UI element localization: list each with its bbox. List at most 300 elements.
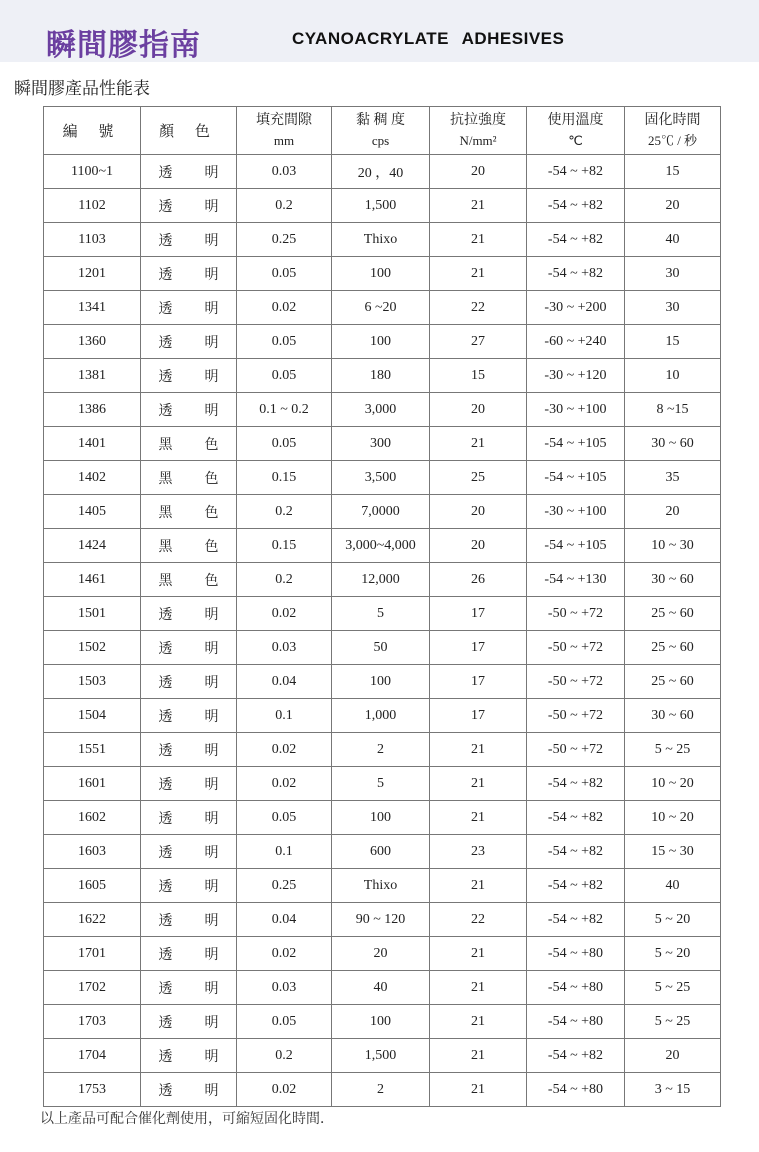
- cell-tensile: 26: [430, 563, 527, 597]
- color-char-1: 黑: [158, 538, 173, 555]
- cell-color: [141, 393, 237, 427]
- cell-color: [141, 1039, 237, 1073]
- cell-cure-time: 10: [625, 359, 721, 393]
- table-row: [44, 1073, 721, 1107]
- color-char-1: 透: [158, 674, 173, 691]
- cell-color: [141, 189, 237, 223]
- cell-product-id: 1102: [44, 189, 141, 223]
- cell-tensile: 17: [430, 699, 527, 733]
- cell-color: [141, 155, 237, 189]
- cell-color: [141, 631, 237, 665]
- cell-gap: 0.02: [237, 1073, 332, 1107]
- cell-gap: 0.03: [237, 631, 332, 665]
- cell-temperature: -54 ~ +82: [527, 869, 625, 903]
- cell-product-id: 1503: [44, 665, 141, 699]
- color-char-2: 明: [204, 844, 219, 861]
- cell-product-id: 1501: [44, 597, 141, 631]
- cell-viscosity: 1,500: [332, 1039, 430, 1073]
- cell-temperature: -50 ~ +72: [527, 631, 625, 665]
- table-row: [44, 631, 721, 665]
- cell-product-id: 1602: [44, 801, 141, 835]
- cell-tensile: 21: [430, 427, 527, 461]
- table-row: [44, 835, 721, 869]
- color-char-1: 透: [158, 912, 173, 929]
- cell-product-id: 1103: [44, 223, 141, 257]
- color-char-2: 明: [204, 402, 219, 419]
- cell-cure-time: 40: [625, 223, 721, 257]
- cell-temperature: -50 ~ +72: [527, 699, 625, 733]
- cell-temperature: -54 ~ +82: [527, 155, 625, 189]
- column-header-gap-title: 填充間隙: [256, 112, 312, 128]
- cell-gap: 0.02: [237, 291, 332, 325]
- cell-tensile: 21: [430, 971, 527, 1005]
- cell-color: [141, 1005, 237, 1039]
- cell-temperature: -54 ~ +80: [527, 937, 625, 971]
- table-row: [44, 325, 721, 359]
- cell-product-id: 1402: [44, 461, 141, 495]
- cell-gap: 0.05: [237, 359, 332, 393]
- cell-product-id: 1401: [44, 427, 141, 461]
- cell-cure-time: 25 ~ 60: [625, 665, 721, 699]
- cell-product-id: 1201: [44, 257, 141, 291]
- cell-tensile: 21: [430, 937, 527, 971]
- column-header-color: 顏 色: [141, 107, 237, 155]
- cell-viscosity: 90 ~ 120: [332, 903, 430, 937]
- color-char-1: 透: [158, 708, 173, 725]
- cell-tensile: 23: [430, 835, 527, 869]
- cell-viscosity: 3,000: [332, 393, 430, 427]
- color-char-2: 明: [204, 164, 219, 181]
- cell-temperature: -54 ~ +82: [527, 801, 625, 835]
- cell-color: [141, 257, 237, 291]
- color-char-2: 明: [204, 878, 219, 895]
- cell-temperature: -54 ~ +105: [527, 461, 625, 495]
- table-row: [44, 1005, 721, 1039]
- cell-tensile: 20: [430, 495, 527, 529]
- table-row: [44, 291, 721, 325]
- cell-cure-time: 30 ~ 60: [625, 563, 721, 597]
- cell-color: [141, 869, 237, 903]
- cell-cure-time: 5 ~ 20: [625, 903, 721, 937]
- cell-color: [141, 903, 237, 937]
- cell-temperature: -54 ~ +80: [527, 1073, 625, 1107]
- cell-gap: 0.05: [237, 1005, 332, 1039]
- cell-cure-time: 20: [625, 495, 721, 529]
- color-char-2: 明: [204, 1048, 219, 1065]
- cell-tensile: 21: [430, 733, 527, 767]
- color-char-1: 透: [158, 1082, 173, 1099]
- cell-cure-time: 20: [625, 1039, 721, 1073]
- cell-viscosity: 20 ，40: [332, 155, 430, 189]
- cell-gap: 0.05: [237, 801, 332, 835]
- cell-temperature: -30 ~ +100: [527, 495, 625, 529]
- cell-temperature: -50 ~ +72: [527, 665, 625, 699]
- cell-viscosity: 100: [332, 325, 430, 359]
- cell-product-id: 1701: [44, 937, 141, 971]
- cell-tensile: 21: [430, 801, 527, 835]
- column-header-cure: [625, 107, 721, 155]
- cell-viscosity: 3,500: [332, 461, 430, 495]
- cell-product-id: 1605: [44, 869, 141, 903]
- table-row: [44, 427, 721, 461]
- color-char-2: 色: [204, 470, 219, 487]
- cell-temperature: -54 ~ +82: [527, 903, 625, 937]
- spec-table: [43, 106, 721, 1107]
- cell-gap: 0.15: [237, 461, 332, 495]
- cell-temperature: -50 ~ +72: [527, 733, 625, 767]
- color-char-1: 透: [158, 334, 173, 351]
- cell-product-id: 1100~1: [44, 155, 141, 189]
- table-row: [44, 801, 721, 835]
- color-char-2: 明: [204, 810, 219, 827]
- cell-product-id: 1461: [44, 563, 141, 597]
- cell-gap: 0.15: [237, 529, 332, 563]
- cell-temperature: -54 ~ +105: [527, 427, 625, 461]
- cell-tensile: 15: [430, 359, 527, 393]
- cell-product-id: 1405: [44, 495, 141, 529]
- cell-viscosity: 5: [332, 767, 430, 801]
- cell-color: [141, 971, 237, 1005]
- cell-viscosity: 100: [332, 257, 430, 291]
- color-char-1: 透: [158, 980, 173, 997]
- column-header-temperature-title: 使用溫度: [547, 112, 604, 128]
- cell-cure-time: 25 ~ 60: [625, 631, 721, 665]
- cell-cure-time: 5 ~ 25: [625, 1005, 721, 1039]
- cell-product-id: 1386: [44, 393, 141, 427]
- color-char-1: 透: [158, 878, 173, 895]
- cell-viscosity: 180: [332, 359, 430, 393]
- cell-color: [141, 223, 237, 257]
- color-char-2: 明: [204, 232, 219, 249]
- cell-viscosity: 1,000: [332, 699, 430, 733]
- color-char-2: 色: [204, 572, 219, 589]
- color-char-2: 明: [204, 368, 219, 385]
- cell-gap: 0.04: [237, 665, 332, 699]
- color-char-2: 明: [204, 708, 219, 725]
- cell-temperature: -54 ~ +80: [527, 971, 625, 1005]
- color-char-2: 明: [204, 198, 219, 215]
- color-char-1: 透: [158, 1014, 173, 1031]
- table-row: [44, 971, 721, 1005]
- spec-table-body: [44, 155, 721, 1107]
- table-row: [44, 665, 721, 699]
- cell-gap: 0.02: [237, 767, 332, 801]
- column-header-gap: [237, 107, 332, 155]
- cell-product-id: 1703: [44, 1005, 141, 1039]
- cell-viscosity: 50: [332, 631, 430, 665]
- table-title: 瞬間膠產品性能表: [14, 79, 150, 99]
- cell-gap: 0.05: [237, 427, 332, 461]
- cell-tensile: 22: [430, 903, 527, 937]
- cell-color: [141, 937, 237, 971]
- cell-viscosity: 20: [332, 937, 430, 971]
- color-char-1: 透: [158, 606, 173, 623]
- cell-tensile: 20: [430, 529, 527, 563]
- cell-viscosity: 300: [332, 427, 430, 461]
- cell-gap: 0.03: [237, 155, 332, 189]
- cell-gap: 0.05: [237, 257, 332, 291]
- table-row: [44, 223, 721, 257]
- cell-gap: 0.1: [237, 835, 332, 869]
- cell-viscosity: 100: [332, 1005, 430, 1039]
- cell-viscosity: 100: [332, 801, 430, 835]
- table-row: [44, 461, 721, 495]
- column-header-cure-unit: 25℃ / 秒: [647, 132, 698, 148]
- cell-viscosity: 40: [332, 971, 430, 1005]
- color-char-1: 透: [158, 1048, 173, 1065]
- cell-cure-time: 5 ~ 25: [625, 971, 721, 1005]
- cell-tensile: 17: [430, 665, 527, 699]
- cell-viscosity: 1,500: [332, 189, 430, 223]
- color-char-2: 明: [204, 606, 219, 623]
- color-char-1: 透: [158, 198, 173, 215]
- cell-gap: 0.02: [237, 937, 332, 971]
- cell-tensile: 25: [430, 461, 527, 495]
- cell-product-id: 1753: [44, 1073, 141, 1107]
- cell-color: [141, 597, 237, 631]
- cell-temperature: -30 ~ +100: [527, 393, 625, 427]
- cell-cure-time: 30: [625, 291, 721, 325]
- table-row: [44, 767, 721, 801]
- cell-tensile: 21: [430, 189, 527, 223]
- cell-product-id: 1424: [44, 529, 141, 563]
- table-row: [44, 903, 721, 937]
- color-char-2: 明: [204, 742, 219, 759]
- color-char-1: 黑: [158, 436, 173, 453]
- table-row: [44, 257, 721, 291]
- color-char-2: 明: [204, 946, 219, 963]
- cell-product-id: 1341: [44, 291, 141, 325]
- cell-cure-time: 30 ~ 60: [625, 427, 721, 461]
- column-header-tensile-unit: N/mm²: [459, 132, 497, 148]
- cell-gap: 0.2: [237, 189, 332, 223]
- cell-tensile: 20: [430, 155, 527, 189]
- color-char-2: 明: [204, 300, 219, 317]
- cell-color: [141, 427, 237, 461]
- cell-tensile: 21: [430, 1039, 527, 1073]
- cell-gap: 0.1: [237, 699, 332, 733]
- cell-gap: 0.02: [237, 733, 332, 767]
- cell-cure-time: 15 ~ 30: [625, 835, 721, 869]
- table-row: [44, 699, 721, 733]
- color-char-2: 明: [204, 1014, 219, 1031]
- cell-viscosity: 100: [332, 665, 430, 699]
- cell-color: [141, 733, 237, 767]
- cell-gap: 0.2: [237, 563, 332, 597]
- column-header-temperature-unit: ℃: [568, 132, 583, 148]
- cell-cure-time: 8 ~15: [625, 393, 721, 427]
- color-char-2: 明: [204, 980, 219, 997]
- cell-temperature: -54 ~ +82: [527, 223, 625, 257]
- column-header-temperature: [527, 107, 625, 155]
- color-char-2: 明: [204, 912, 219, 929]
- cell-temperature: -54 ~ +80: [527, 1005, 625, 1039]
- color-char-2: 色: [204, 504, 219, 521]
- cell-temperature: -54 ~ +82: [527, 767, 625, 801]
- table-header-row: [44, 107, 721, 155]
- cell-temperature: -54 ~ +82: [527, 257, 625, 291]
- table-row: [44, 155, 721, 189]
- cell-viscosity: 12,000: [332, 563, 430, 597]
- color-char-2: 明: [204, 776, 219, 793]
- cell-color: [141, 563, 237, 597]
- column-header-gap-unit: mm: [273, 132, 295, 148]
- cell-cure-time: 15: [625, 325, 721, 359]
- table-row: [44, 937, 721, 971]
- cell-temperature: -54 ~ +82: [527, 835, 625, 869]
- color-char-1: 透: [158, 742, 173, 759]
- cell-color: [141, 461, 237, 495]
- column-header-id: 編 號: [44, 107, 141, 155]
- cell-temperature: -30 ~ +120: [527, 359, 625, 393]
- cell-tensile: 21: [430, 869, 527, 903]
- color-char-1: 透: [158, 368, 173, 385]
- color-char-1: 黑: [158, 572, 173, 589]
- cell-temperature: -54 ~ +105: [527, 529, 625, 563]
- color-char-1: 黑: [158, 470, 173, 487]
- color-char-1: 透: [158, 640, 173, 657]
- page-title-en: CYANOACRYLATE ADHESIVES: [292, 29, 565, 48]
- column-header-tensile: [430, 107, 527, 155]
- cell-cure-time: 3 ~ 15: [625, 1073, 721, 1107]
- cell-temperature: -30 ~ +200: [527, 291, 625, 325]
- cell-color: [141, 359, 237, 393]
- column-header-viscosity: [332, 107, 430, 155]
- color-char-2: 明: [204, 266, 219, 283]
- cell-color: [141, 495, 237, 529]
- cell-temperature: -54 ~ +130: [527, 563, 625, 597]
- table-row: [44, 189, 721, 223]
- cell-color: [141, 529, 237, 563]
- color-char-2: 明: [204, 640, 219, 657]
- table-row: [44, 869, 721, 903]
- cell-cure-time: 10 ~ 20: [625, 767, 721, 801]
- cell-cure-time: 15: [625, 155, 721, 189]
- cell-viscosity: 5: [332, 597, 430, 631]
- color-char-1: 透: [158, 232, 173, 249]
- cell-gap: 0.2: [237, 1039, 332, 1073]
- cell-cure-time: 5 ~ 25: [625, 733, 721, 767]
- cell-temperature: -54 ~ +82: [527, 189, 625, 223]
- cell-viscosity: Thixo: [332, 223, 430, 257]
- cell-product-id: 1360: [44, 325, 141, 359]
- cell-product-id: 1504: [44, 699, 141, 733]
- cell-gap: 0.02: [237, 597, 332, 631]
- cell-color: [141, 835, 237, 869]
- color-char-1: 透: [158, 164, 173, 181]
- cell-gap: 0.04: [237, 903, 332, 937]
- cell-color: [141, 1073, 237, 1107]
- table-row: [44, 563, 721, 597]
- cell-tensile: 17: [430, 597, 527, 631]
- footer-note: 以上產品可配合催化劑使用，可縮短固化時間．: [40, 1111, 334, 1127]
- color-char-1: 透: [158, 946, 173, 963]
- color-char-2: 明: [204, 1082, 219, 1099]
- cell-gap: 0.25: [237, 223, 332, 257]
- table-row: [44, 359, 721, 393]
- cell-product-id: 1381: [44, 359, 141, 393]
- cell-tensile: 22: [430, 291, 527, 325]
- cell-gap: 0.03: [237, 971, 332, 1005]
- cell-color: [141, 699, 237, 733]
- cell-product-id: 1502: [44, 631, 141, 665]
- color-char-1: 黑: [158, 504, 173, 521]
- column-header-viscosity-title: 黏 稠 度: [356, 112, 405, 128]
- cell-product-id: 1603: [44, 835, 141, 869]
- cell-tensile: 17: [430, 631, 527, 665]
- cell-temperature: -54 ~ +82: [527, 1039, 625, 1073]
- table-row: [44, 393, 721, 427]
- page-title-cn: 瞬間膠指南: [46, 28, 201, 63]
- cell-color: [141, 291, 237, 325]
- color-char-1: 透: [158, 266, 173, 283]
- cell-cure-time: 20: [625, 189, 721, 223]
- cell-tensile: 21: [430, 223, 527, 257]
- cell-tensile: 20: [430, 393, 527, 427]
- column-header-cure-title: 固化時間: [644, 112, 701, 128]
- cell-tensile: 21: [430, 257, 527, 291]
- cell-viscosity: 7,0000: [332, 495, 430, 529]
- cell-color: [141, 665, 237, 699]
- cell-cure-time: 35: [625, 461, 721, 495]
- cell-gap: 0.05: [237, 325, 332, 359]
- table-row: [44, 529, 721, 563]
- color-char-1: 透: [158, 844, 173, 861]
- cell-viscosity: 600: [332, 835, 430, 869]
- cell-cure-time: 5 ~ 20: [625, 937, 721, 971]
- cell-viscosity: 2: [332, 1073, 430, 1107]
- color-char-2: 明: [204, 674, 219, 691]
- column-header-viscosity-unit: cps: [371, 132, 390, 148]
- color-char-2: 明: [204, 334, 219, 351]
- cell-product-id: 1704: [44, 1039, 141, 1073]
- color-char-1: 透: [158, 300, 173, 317]
- table-row: [44, 733, 721, 767]
- color-char-2: 色: [204, 538, 219, 555]
- cell-color: [141, 767, 237, 801]
- cell-tensile: 21: [430, 1073, 527, 1107]
- color-char-1: 透: [158, 402, 173, 419]
- cell-gap: 0.1 ~ 0.2: [237, 393, 332, 427]
- cell-product-id: 1551: [44, 733, 141, 767]
- cell-cure-time: 25 ~ 60: [625, 597, 721, 631]
- cell-tensile: 27: [430, 325, 527, 359]
- cell-product-id: 1622: [44, 903, 141, 937]
- cell-viscosity: 2: [332, 733, 430, 767]
- cell-viscosity: 6 ~20: [332, 291, 430, 325]
- cell-tensile: 21: [430, 767, 527, 801]
- cell-color: [141, 801, 237, 835]
- cell-temperature: -50 ~ +72: [527, 597, 625, 631]
- cell-tensile: 21: [430, 1005, 527, 1039]
- cell-cure-time: 30: [625, 257, 721, 291]
- cell-product-id: 1702: [44, 971, 141, 1005]
- cell-gap: 0.2: [237, 495, 332, 529]
- cell-cure-time: 10 ~ 20: [625, 801, 721, 835]
- table-row: [44, 495, 721, 529]
- cell-cure-time: 40: [625, 869, 721, 903]
- cell-temperature: -60 ~ +240: [527, 325, 625, 359]
- color-char-1: 透: [158, 776, 173, 793]
- color-char-2: 色: [204, 436, 219, 453]
- cell-viscosity: 3,000~4,000: [332, 529, 430, 563]
- column-header-tensile-title: 抗拉強度: [450, 112, 506, 128]
- cell-cure-time: 30 ~ 60: [625, 699, 721, 733]
- table-row: [44, 1039, 721, 1073]
- cell-product-id: 1601: [44, 767, 141, 801]
- color-char-1: 透: [158, 810, 173, 827]
- table-row: [44, 597, 721, 631]
